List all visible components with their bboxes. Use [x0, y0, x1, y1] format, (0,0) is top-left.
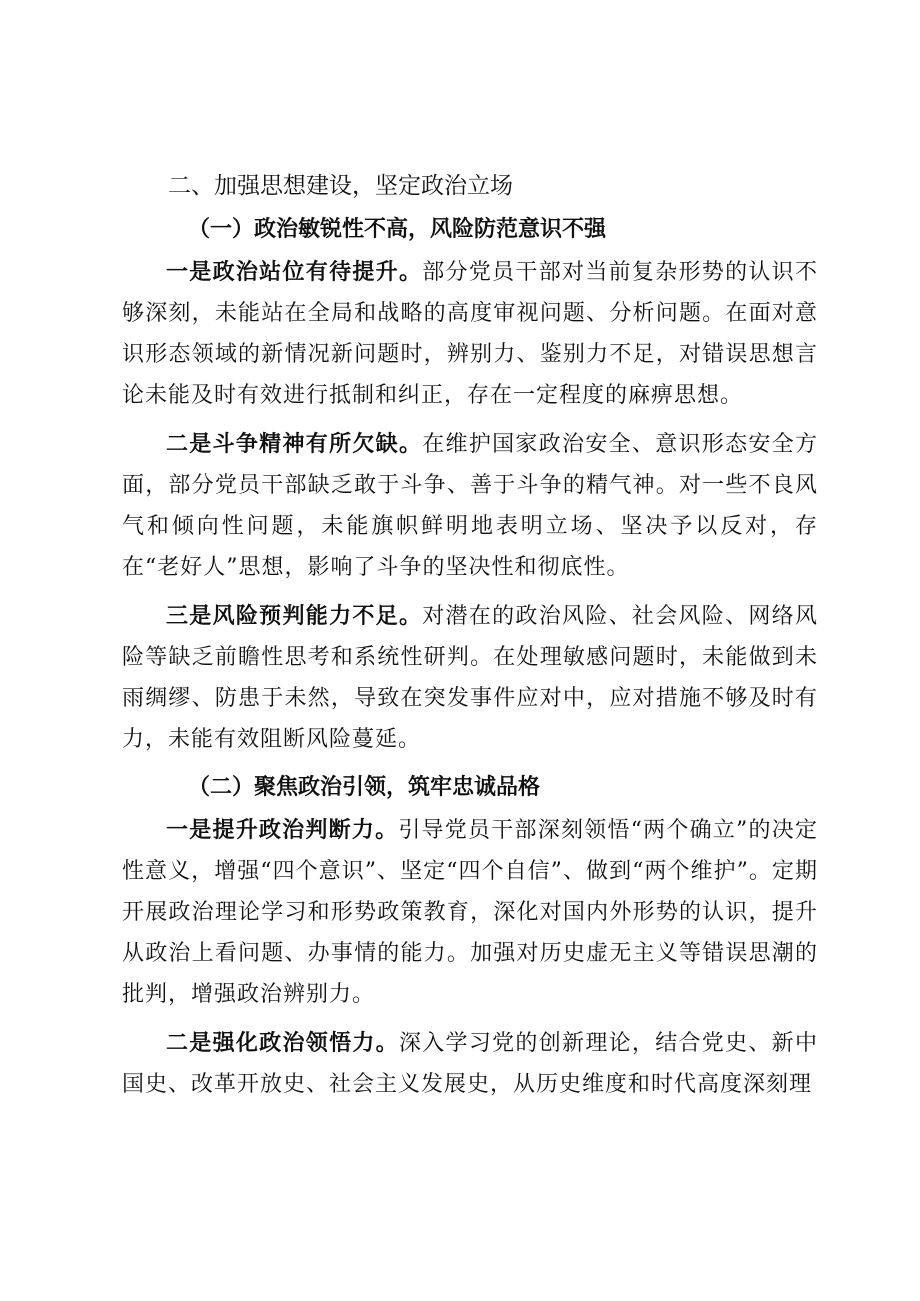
- subsection-heading-2: （二）聚焦政治引领，筑牢忠诚品格: [188, 774, 541, 800]
- paragraph-text: 在维护国家政治安全、意识形态安全方面，部分党员干部缺乏敢于斗争、善于斗争的精气神。对一些不良风气和倾向性问题，未能旗帜鲜明地表明立场、坚决予以反对，存在“老好人”思想，影响了斗争的坚决性和彻底性。: [122, 432, 818, 580]
- paragraph: [122, 596, 818, 760]
- paragraph: [122, 424, 818, 588]
- section-title: 二、加强思想建设，坚定政治立场: [168, 173, 513, 199]
- document-body: [122, 170, 818, 1113]
- paragraph-lead: 一是提升政治判断力。: [166, 817, 399, 843]
- paragraph-lead: 一是政治站位有待提升。: [166, 259, 423, 285]
- paragraph-lead: 二是斗争精神有所欠缺。: [166, 431, 423, 457]
- paragraph-text: 对潜在的政治风险、社会风险、网络风险等缺乏前瞻性思考和系统性研判。在处理敏感问题时，未能做到未雨绸缪、防患于未然，导致在突发事件应对中，应对措施不够及时有力，未能有效阻断风险蔓延。: [122, 604, 818, 752]
- paragraph: [122, 252, 818, 416]
- subsection-heading-1: （一）政治敏锐性不高，风险防范意识不强: [188, 216, 607, 242]
- paragraph-lead: 二是强化政治领悟力。: [166, 1030, 399, 1056]
- paragraph-text: 部分党员干部对当前复杂形势的认识不够深刻，未能站在全局和战略的高度审视问题、分析问题。在面对意识形态领域的新情况新问题时，辨别力、鉴别力不足，对错误思想言论未能及时有效进行抵制和纠正，存在一定程度的麻痹思想。: [122, 260, 818, 408]
- paragraph-text: 引导党员干部深刻领悟“两个确立”的决定性意义，增强“四个意识”、坚定“四个自信”、做到“两个维护”。定期开展政治理论学习和形势政策教育，深化对国内外形势的认识，提升从政治上看问题、办事情的能力。加强对历史虚无主义等错误思潮的批判，增强政治辨别力。: [122, 818, 818, 1007]
- paragraph: [122, 810, 818, 1015]
- paragraph-text: 深入学习党的创新理论，结合党史、新中国史、改革开放史、社会主义发展史，从历史维度和时代高度深刻理: [122, 1031, 818, 1097]
- paragraph: [122, 1023, 818, 1105]
- paragraph-lead: 三是风险预判能力不足。: [166, 603, 423, 629]
